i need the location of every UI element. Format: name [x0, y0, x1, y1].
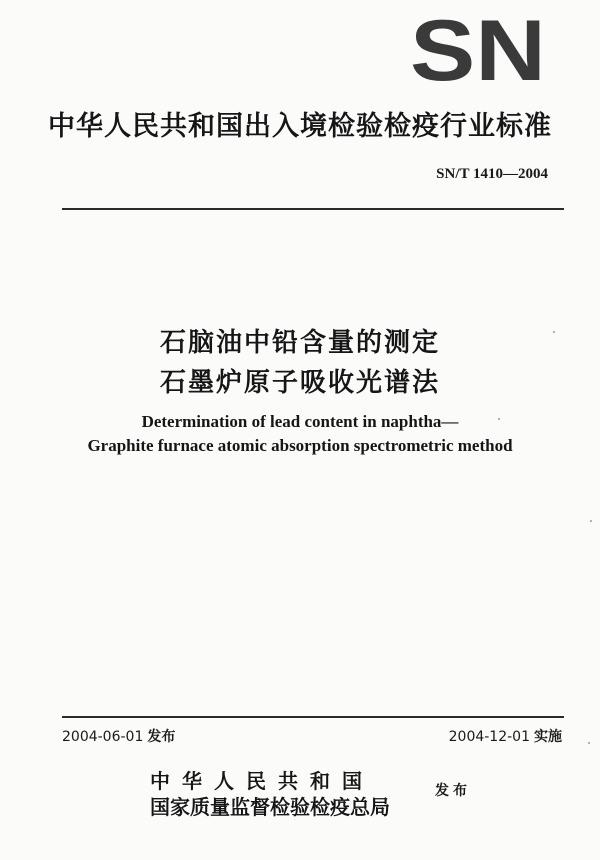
- standard-number: SN/T 1410—2004: [436, 166, 548, 182]
- issuer-block: [150, 765, 450, 825]
- issuer-agency: 国家质量监督检验检疫总局: [150, 795, 390, 819]
- title-english-line-1: Determination of lead content in naphtha—: [141, 412, 459, 431]
- issue-word: 发布: [435, 783, 471, 799]
- scan-speck: [553, 331, 555, 333]
- sn-logo-text: SN: [410, 14, 546, 86]
- effective-date-value: 2004-12-01: [448, 729, 530, 745]
- title-chinese-line-2: 石墨炉原子吸收光谱法: [159, 368, 440, 398]
- issue-date-value: 2004-06-01: [62, 729, 144, 745]
- issuer-country: 中华人民共和国: [150, 769, 374, 793]
- title-chinese-line-1: 石脑油中铅含量的测定: [159, 328, 440, 358]
- scan-speck: [588, 742, 590, 744]
- top-divider: [62, 208, 564, 210]
- effective-date-label: 实施: [534, 729, 562, 745]
- scan-speck: [590, 520, 592, 522]
- title-english-line-2: Graphite furnace atomic absorption spectrometric method: [87, 436, 513, 455]
- effective-date: [449, 726, 562, 746]
- sn-logo: [408, 14, 548, 86]
- scan-speck: [498, 418, 500, 420]
- bottom-divider: [62, 716, 564, 718]
- agency-title: 中华人民共和国出入境检验检疫行业标准: [48, 111, 552, 142]
- issue-date-label: 发布: [147, 729, 176, 745]
- issue-date: [62, 726, 175, 746]
